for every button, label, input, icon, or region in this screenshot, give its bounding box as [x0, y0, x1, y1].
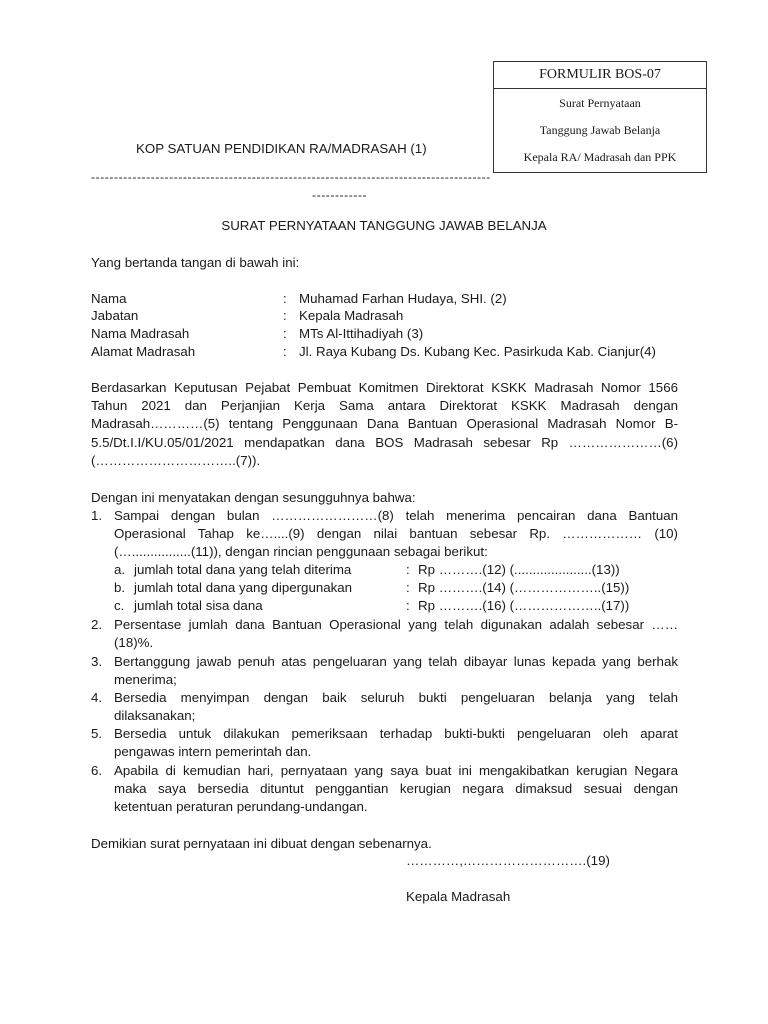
subitem-colon: : [406, 562, 410, 577]
paragraph-line: (…………………………..(7)). [91, 453, 261, 468]
identity-address-value: Jl. Raya Kubang Ds. Kubang Kec. Pasirkuda Kab. Cianjur(4) [299, 344, 656, 359]
letterhead-divider: --------------------------------------------------------------------------------------- [91, 170, 491, 184]
subitem-value: Rp ……….(12) (.....................(13)) [418, 562, 620, 577]
identity-address-label: Alamat Madrasah [91, 344, 196, 359]
paragraph-line: Tahun 2021 dan Perjanjian Kerja Sama antara Direktorat KSKK Madrasah dengan [91, 398, 678, 413]
item-line: Bertanggung jawab penuh atas pengeluaran yang telah dibayar lunas kepada yang berhak [114, 654, 678, 669]
form-box-line-3: Kepala RA/ Madrasah dan PPK [523, 150, 677, 164]
statement-intro: Dengan ini menyatakan dengan sesungguhnya bahwa: [91, 490, 416, 505]
item-line: (…................(11)), dengan rincian penggunaan sebagai berikut: [114, 544, 488, 559]
paragraph-line: Berdasarkan Keputusan Pejabat Pembuat Komitmen Direktorat KSKK Madrasah Nomor 1566 [91, 380, 678, 395]
item-line: Apabila di kemudian hari, pernyataan yang saya buat ini mengakibatkan kerugian Negara [114, 763, 678, 778]
paragraph-line: 5.5/Dt.I.I/KU.05/01/2021 mendapatkan dana BOS Madrasah sebesar Rp …………………(6) [91, 435, 678, 450]
subitem-letter: b. [114, 580, 126, 595]
identity-name-colon: : [283, 291, 287, 306]
item-line: Persentase jumlah dana Bantuan Operasional yang telah digunakan adalah sebesar …… [114, 617, 678, 632]
item-number: 2. [91, 617, 103, 632]
form-code-title: FORMULIR BOS-07 [494, 62, 706, 89]
subitem-text: jumlah total sisa dana [134, 598, 263, 613]
item-line: Bersedia menyimpan dengan baik seluruh bukti pengeluaran belanja yang telah [114, 690, 678, 705]
subitem-value: Rp ……….(14) (………………..(15)) [418, 580, 630, 595]
item-line: pengawas intern pemerintah dan. [114, 744, 312, 759]
item-line: maka saya bersedia dituntut penggantian kerugian negara dimaksud sesuai dengan [114, 781, 678, 796]
subitem-text: jumlah total dana yang dipergunakan [134, 580, 353, 595]
item-line: Bersedia untuk dilakukan pemeriksaan terhadap bukti-bukti pengeluaran oleh aparat [114, 726, 678, 741]
letterhead-divider-end: ------------ [312, 188, 368, 202]
intro-text: Yang bertanda tangan di bawah ini: [91, 255, 300, 270]
form-code-box [493, 61, 707, 173]
subitem-value: Rp ……….(16) (………………..(17)) [418, 598, 630, 613]
subitem-colon: : [406, 580, 410, 595]
subitem-letter: c. [114, 598, 125, 613]
place-date: …………,……………………….(19) [406, 853, 610, 868]
subitem-letter: a. [114, 562, 126, 577]
subitem-colon: : [406, 598, 410, 613]
item-line: ketentuan peraturan perundang-undangan. [114, 799, 368, 814]
item-number: 6. [91, 763, 103, 778]
identity-position-value: Kepala Madrasah [299, 308, 404, 323]
form-box-line-1: Surat Pernyataan [559, 96, 641, 110]
item-number: 1. [91, 508, 103, 523]
letterhead-text: KOP SATUAN PENDIDIKAN RA/MADRASAH (1) [136, 141, 427, 156]
item-line: menerima; [114, 672, 177, 687]
item-number: 4. [91, 690, 103, 705]
identity-name-label: Nama [91, 291, 127, 306]
identity-school-label: Nama Madrasah [91, 326, 190, 341]
item-line: dilaksanakan; [114, 708, 196, 723]
item-number: 5. [91, 726, 103, 741]
identity-position-colon: : [283, 308, 287, 323]
item-line: Sampai dengan bulan ……………………(8) telah menerima pencairan dana Bantuan [114, 508, 678, 523]
item-number: 3. [91, 654, 103, 669]
identity-school-colon: : [283, 326, 287, 341]
signer-title: Kepala Madrasah [406, 889, 511, 904]
identity-name-value: Muhamad Farhan Hudaya, SHI. (2) [299, 291, 507, 306]
paragraph-line: Madrasah…………(5) tentang Penggunaan Dana Bantuan Operasional Madrasah Nomor B- [91, 416, 678, 431]
subitem-text: jumlah total dana yang telah diterima [134, 562, 352, 577]
identity-address-colon: : [283, 344, 287, 359]
identity-school-value: MTs Al-Ittihadiyah (3) [299, 326, 424, 341]
form-box-line-2: Tanggung Jawab Belanja [539, 123, 661, 137]
closing-statement: Demikian surat pernyataan ini dibuat dengan sebenarnya. [91, 836, 432, 851]
item-line: Operasional Tahap ke…....(9) dengan nilai bantuan sebesar Rp. ……………… (10) [114, 526, 678, 541]
item-line: (18)%. [114, 635, 154, 650]
document-title: SURAT PERNYATAAN TANGGUNG JAWAB BELANJA [221, 218, 547, 233]
identity-position-label: Jabatan [91, 308, 139, 323]
